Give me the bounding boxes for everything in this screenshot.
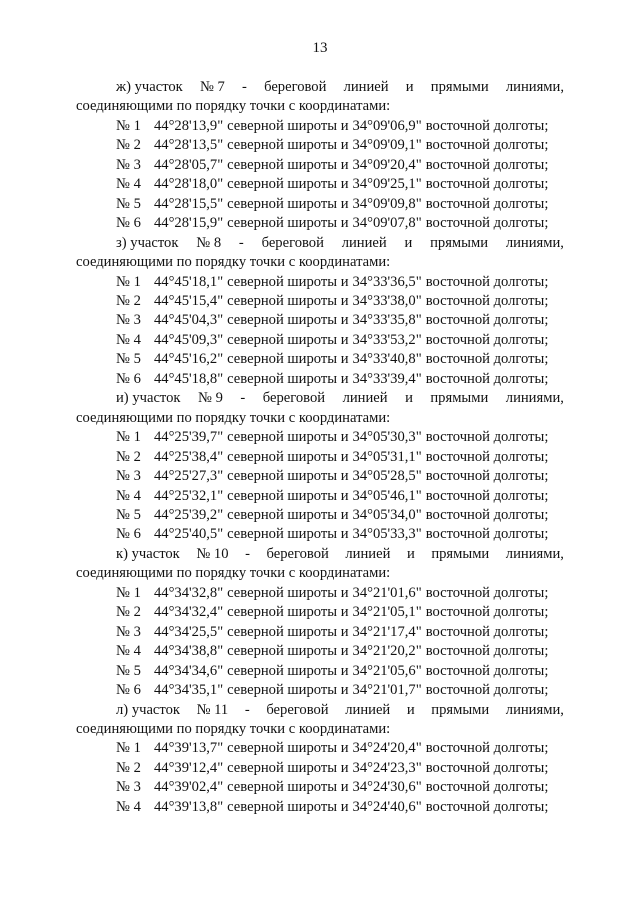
point-number: № 3 — [116, 623, 141, 640]
longitude-value: 34°05'34,0" — [352, 506, 422, 523]
latitude-label: северной широты и — [227, 370, 349, 387]
longitude-value: 34°33'39,4" — [352, 370, 422, 387]
point-number: № 2 — [116, 448, 141, 465]
coordinate-row — [76, 778, 564, 797]
section-heading-word: линиями, — [505, 79, 564, 95]
latitude-label: северной широты и — [227, 468, 349, 485]
longitude-value: 34°33'35,8" — [352, 312, 422, 329]
section-subheading: соединяющими по порядку точки с координатами: — [76, 98, 391, 115]
latitude-label: северной широты и — [227, 487, 349, 504]
longitude-value: 34°33'40,8" — [352, 351, 422, 368]
coordinate-row — [76, 136, 564, 155]
section-letter: и) — [116, 390, 129, 407]
point-number: № 1 — [116, 273, 141, 290]
point-number: № 3 — [116, 312, 141, 329]
point-number: № 4 — [116, 798, 141, 815]
section-heading-word: - — [240, 390, 246, 407]
point-number: № 4 — [116, 487, 141, 504]
longitude-label: восточной долготы; — [425, 682, 549, 699]
section-heading-word: - — [238, 234, 244, 251]
latitude-value: 44°28'18,0" — [154, 176, 224, 193]
coordinate-row — [76, 487, 564, 506]
latitude-value: 44°25'39,2" — [154, 506, 224, 523]
longitude-label: восточной долготы; — [425, 448, 549, 465]
latitude-value: 44°28'13,9" — [154, 117, 224, 134]
longitude-value: 34°09'20,4" — [352, 156, 422, 173]
point-number: № 2 — [116, 759, 141, 776]
longitude-value: 34°09'09,1" — [352, 137, 422, 154]
document-body — [76, 78, 564, 817]
section-lead — [116, 701, 180, 720]
point-number: № 4 — [116, 643, 141, 660]
point-number: № 4 — [116, 331, 141, 348]
latitude-label: северной широты и — [227, 351, 349, 368]
section-heading-word: - — [244, 701, 250, 718]
section-letter: л) — [116, 701, 129, 718]
section-heading-word: прямыми — [431, 545, 490, 562]
point-number: № 3 — [116, 468, 141, 485]
section-heading-word: - — [245, 545, 250, 562]
coordinate-row — [76, 642, 564, 661]
coordinate-row — [76, 311, 564, 330]
longitude-value: 34°24'40,6" — [352, 798, 422, 815]
coordinate-row — [76, 759, 564, 778]
section-heading-word: береговой — [262, 390, 326, 407]
coordinate-row — [76, 350, 564, 369]
longitude-label: восточной долготы; — [425, 351, 549, 368]
section-heading — [76, 234, 564, 253]
longitude-label: восточной долготы; — [425, 740, 549, 757]
coordinate-row — [76, 603, 564, 622]
coordinate-row — [76, 662, 564, 681]
coordinate-row — [76, 467, 564, 486]
section-heading-word: линией — [342, 390, 388, 407]
section-heading-word: - — [242, 79, 247, 95]
coordinate-row — [76, 273, 564, 292]
longitude-value: 34°09'07,8" — [352, 215, 422, 232]
longitude-label: восточной долготы; — [425, 292, 549, 309]
longitude-label: восточной долготы; — [425, 604, 549, 621]
longitude-label: восточной долготы; — [425, 643, 549, 660]
longitude-label: восточной долготы; — [425, 759, 549, 776]
section-heading-word: прямыми — [431, 701, 490, 718]
point-number: № 1 — [116, 117, 141, 134]
page-number: 13 — [312, 40, 328, 56]
longitude-label: восточной долготы; — [425, 312, 549, 329]
section-heading-word: и — [406, 545, 415, 562]
point-number: № 6 — [116, 526, 141, 543]
latitude-value: 44°45'04,3" — [154, 312, 224, 329]
point-number: № 6 — [116, 370, 141, 387]
longitude-label: восточной долготы; — [425, 468, 549, 485]
latitude-label: северной широты и — [227, 137, 349, 154]
section-word: участок — [130, 234, 179, 251]
latitude-label: северной широты и — [227, 176, 349, 193]
latitude-value: 44°28'15,5" — [154, 195, 224, 212]
latitude-value: 44°39'13,7" — [154, 740, 224, 757]
longitude-label: восточной долготы; — [425, 137, 549, 154]
section-block — [76, 78, 564, 234]
section-letter: к) — [116, 545, 128, 562]
latitude-label: северной широты и — [227, 604, 349, 621]
section-heading — [76, 701, 564, 720]
section-heading-word: прямыми — [430, 234, 489, 251]
section-word: участок — [132, 390, 181, 407]
latitude-label: северной широты и — [227, 292, 349, 309]
coordinate-row — [76, 798, 564, 817]
section-lead — [116, 389, 181, 408]
longitude-value: 34°09'06,9" — [352, 117, 422, 134]
section-heading-word: береговой — [266, 701, 329, 718]
latitude-label: северной широты и — [227, 526, 349, 543]
longitude-label: восточной долготы; — [425, 117, 549, 134]
longitude-value: 34°05'30,3" — [352, 429, 422, 446]
section-heading-word: береговой — [266, 545, 329, 562]
section-lead — [116, 545, 180, 564]
latitude-value: 44°45'15,4" — [154, 292, 224, 309]
longitude-value: 34°21'01,6" — [352, 584, 422, 601]
coordinate-row — [76, 370, 564, 389]
section-heading-word: и — [405, 79, 414, 95]
section-heading-word: линией — [343, 79, 389, 95]
point-number: № 3 — [116, 156, 141, 173]
latitude-value: 44°34'25,5" — [154, 623, 224, 640]
latitude-value: 44°34'32,8" — [154, 584, 224, 601]
section-subheading: соединяющими по порядку точки с координатами: — [76, 409, 391, 426]
section-heading-word: линией — [345, 545, 391, 562]
latitude-label: северной широты и — [227, 448, 349, 465]
section-subheading: соединяющими по порядку точки с координатами: — [76, 565, 391, 582]
section-heading-word: линиями, — [505, 234, 564, 251]
latitude-label: северной широты и — [227, 156, 349, 173]
latitude-label: северной широты и — [227, 662, 349, 679]
latitude-value: 44°39'02,4" — [154, 779, 224, 796]
section-heading-word: № 9 — [198, 390, 223, 407]
section-word: участок — [131, 545, 180, 562]
coordinate-row — [76, 117, 564, 136]
latitude-label: северной широты и — [227, 331, 349, 348]
latitude-value: 44°45'18,1" — [154, 273, 224, 290]
coordinate-row — [76, 331, 564, 350]
point-number: № 4 — [116, 176, 141, 193]
longitude-value: 34°33'36,5" — [352, 273, 422, 290]
section-heading — [76, 545, 564, 564]
point-number: № 3 — [116, 779, 141, 796]
longitude-label: восточной долготы; — [425, 331, 549, 348]
latitude-value: 44°39'13,8" — [154, 798, 224, 815]
point-number: № 5 — [116, 351, 141, 368]
latitude-value: 44°28'05,7" — [154, 156, 224, 173]
point-number: № 1 — [116, 740, 141, 757]
longitude-value: 34°21'05,6" — [352, 662, 422, 679]
section-heading-word: № 8 — [196, 234, 222, 251]
longitude-label: восточной долготы; — [425, 584, 549, 601]
longitude-value: 34°21'05,1" — [352, 604, 422, 621]
section-heading-word: прямыми — [430, 79, 489, 95]
latitude-label: северной широты и — [227, 798, 349, 815]
point-number: № 5 — [116, 662, 141, 679]
latitude-value: 44°25'32,1" — [154, 487, 224, 504]
longitude-value: 34°09'25,1" — [352, 176, 422, 193]
longitude-value: 34°24'20,4" — [352, 740, 422, 757]
longitude-value: 34°33'38,0" — [352, 292, 422, 309]
longitude-value: 34°24'23,3" — [352, 759, 422, 776]
longitude-label: восточной долготы; — [425, 506, 549, 523]
section-heading-word: линиями, — [505, 390, 564, 407]
coordinate-row — [76, 292, 564, 311]
longitude-label: восточной долготы; — [425, 798, 549, 815]
latitude-label: северной широты и — [227, 273, 349, 290]
section-heading-word: линией — [341, 234, 387, 251]
section-heading-word: береговой — [261, 234, 324, 251]
section-heading — [76, 389, 564, 408]
latitude-label: северной широты и — [227, 779, 349, 796]
longitude-value: 34°24'30,6" — [352, 779, 422, 796]
latitude-value: 44°28'13,5" — [154, 137, 224, 154]
latitude-label: северной широты и — [227, 759, 349, 776]
latitude-value: 44°34'32,4" — [154, 604, 224, 621]
section-heading-word: линией — [345, 701, 391, 718]
section-letter: з) — [116, 234, 127, 251]
point-number: № 6 — [116, 682, 141, 699]
point-number: № 6 — [116, 215, 141, 232]
longitude-label: восточной долготы; — [425, 195, 549, 212]
longitude-label: восточной долготы; — [425, 623, 549, 640]
longitude-value: 34°05'46,1" — [352, 487, 422, 504]
latitude-label: северной широты и — [227, 312, 349, 329]
section-word: участок — [134, 79, 183, 95]
longitude-value: 34°21'20,2" — [352, 643, 422, 660]
coordinate-row — [76, 175, 564, 194]
longitude-label: восточной долготы; — [425, 273, 549, 290]
longitude-value: 34°05'33,3" — [352, 526, 422, 543]
section-letter: ж) — [116, 79, 131, 95]
section-heading-word: № 11 — [196, 701, 229, 718]
longitude-label: восточной долготы; — [425, 370, 549, 387]
latitude-value: 44°28'15,9" — [154, 215, 224, 232]
section-block — [76, 701, 564, 818]
section-heading-word: прямыми — [430, 390, 489, 407]
latitude-value: 44°34'34,6" — [154, 662, 224, 679]
coordinate-row — [76, 214, 564, 233]
longitude-value: 34°21'01,7" — [352, 682, 422, 699]
latitude-label: северной широты и — [227, 195, 349, 212]
coordinate-row — [76, 448, 564, 467]
point-number: № 5 — [116, 506, 141, 523]
point-number: № 1 — [116, 584, 141, 601]
coordinate-row — [76, 525, 564, 544]
latitude-value: 44°25'40,5" — [154, 526, 224, 543]
latitude-label: северной широты и — [227, 215, 349, 232]
section-heading-word: и — [406, 701, 415, 718]
coordinate-row — [76, 681, 564, 700]
section-heading-word: № 10 — [196, 545, 229, 562]
latitude-label: северной широты и — [227, 623, 349, 640]
section-word: участок — [131, 701, 180, 718]
latitude-value: 44°25'38,4" — [154, 448, 224, 465]
longitude-label: восточной долготы; — [425, 526, 549, 543]
longitude-label: восточной долготы; — [425, 487, 549, 504]
latitude-label: северной широты и — [227, 429, 349, 446]
section-subheading: соединяющими по порядку точки с координатами: — [76, 720, 391, 737]
section-lead — [116, 78, 183, 97]
section-heading — [76, 78, 564, 97]
coordinate-row — [76, 156, 564, 175]
latitude-value: 44°34'38,8" — [154, 643, 224, 660]
latitude-label: северной широты и — [227, 682, 349, 699]
longitude-label: восточной долготы; — [425, 662, 549, 679]
longitude-value: 34°05'28,5" — [352, 468, 422, 485]
latitude-label: северной широты и — [227, 117, 349, 134]
latitude-label: северной широты и — [227, 643, 349, 660]
section-subheading: соединяющими по порядку точки с координатами: — [76, 254, 391, 271]
longitude-value: 34°09'09,8" — [352, 195, 422, 212]
latitude-value: 44°45'16,2" — [154, 351, 224, 368]
latitude-value: 44°25'39,7" — [154, 429, 224, 446]
section-block — [76, 545, 564, 701]
section-block — [76, 389, 564, 545]
longitude-label: восточной долготы; — [425, 176, 549, 193]
section-heading-word: № 7 — [199, 79, 225, 95]
point-number: № 2 — [116, 604, 141, 621]
longitude-value: 34°21'17,4" — [352, 623, 422, 640]
coordinate-row — [76, 739, 564, 758]
section-lead — [116, 234, 178, 253]
latitude-value: 44°45'09,3" — [154, 331, 224, 348]
latitude-value: 44°25'27,3" — [154, 468, 224, 485]
section-heading-word: и — [405, 390, 413, 407]
latitude-value: 44°39'12,4" — [154, 759, 224, 776]
longitude-label: восточной долготы; — [425, 215, 549, 232]
latitude-value: 44°45'18,8" — [154, 370, 224, 387]
section-heading-word: линиями, — [505, 545, 564, 562]
section-block — [76, 234, 564, 390]
section-heading-word: и — [404, 234, 413, 251]
coordinate-row — [76, 623, 564, 642]
latitude-label: северной широты и — [227, 506, 349, 523]
coordinate-row — [76, 428, 564, 447]
latitude-label: северной широты и — [227, 740, 349, 757]
latitude-value: 44°34'35,1" — [154, 682, 224, 699]
coordinate-row — [76, 195, 564, 214]
longitude-label: восточной долготы; — [425, 779, 549, 796]
latitude-label: северной широты и — [227, 584, 349, 601]
longitude-value: 34°33'53,2" — [352, 331, 422, 348]
longitude-value: 34°05'31,1" — [352, 448, 422, 465]
coordinate-row — [76, 506, 564, 525]
point-number: № 2 — [116, 137, 141, 154]
point-number: № 2 — [116, 292, 141, 309]
section-heading-word: береговой — [264, 79, 327, 95]
section-heading-word: линиями, — [505, 701, 564, 718]
longitude-label: восточной долготы; — [425, 429, 549, 446]
coordinate-row — [76, 584, 564, 603]
point-number: № 1 — [116, 429, 141, 446]
longitude-label: восточной долготы; — [425, 156, 549, 173]
point-number: № 5 — [116, 195, 141, 212]
